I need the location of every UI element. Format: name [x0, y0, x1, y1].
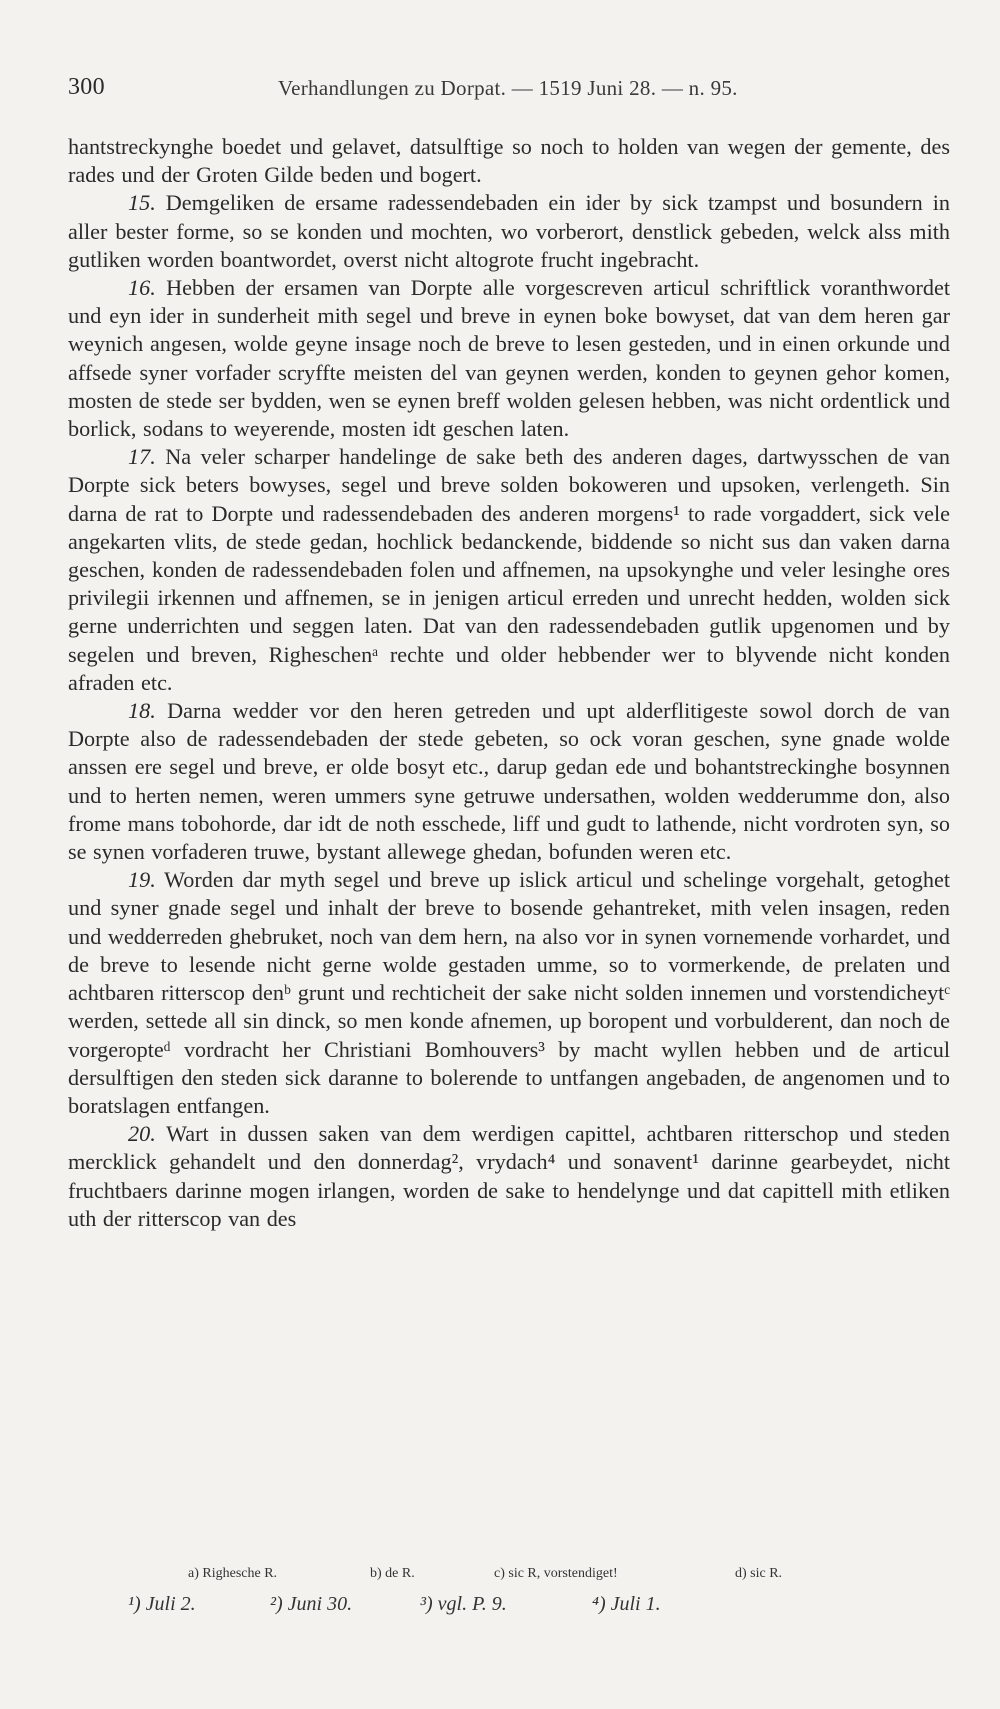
note-c: c) sic R, vorstendiget!	[494, 1566, 618, 1581]
main-text	[68, 133, 950, 1233]
paragraph-15	[68, 189, 950, 274]
paragraph-text: hantstreckynghe boedet und gelavet, datsulftige so noch to holden van wegen der gemente, des rades und der Groten Gilde beden und bogert.	[68, 134, 950, 188]
paragraph-text: Demgeliken de ersame radessendebaden ein ider by sick tzampst und bosundern in aller bester forme, so se konden und mochten, wo vorberort, denstlick gebeden, welck alss mith gutliken worden boantwordet, overst nicht altogrote frucht ingebracht.	[68, 190, 951, 272]
paragraph-number: 17.	[128, 444, 156, 470]
paragraph-text: Wart in dussen saken van dem werdigen capittel, achtbaren ritterschop und steden mercklick gehandelt und den donnerdag², vrydach⁴ und sonavent¹ darinne gearbeydet, nicht fruchtbaers darinne mogen irlangen, worden de sake to hendelynge und dat capittell mith etliken uth der ritterscop van des	[68, 1121, 950, 1231]
paragraph-17	[68, 443, 950, 697]
page-number: 300	[68, 74, 105, 100]
paragraph-text: Na veler scharper handelinge de sake beth des anderen dages, dartwysschen de van Dorpte sick beters bowyses, segel und breve solden bokoweren und upsoken, verlengeth. Sin darna de rat to Dorpte und radessendebaden des anderen morgens¹ to rade vorgaddert, sick vele angekarten vlits, de stede gedan, hochlick bedanckende, biddende so nicht sus dan vaken darna geschen, konden de radessendebaden folen und affnemen, na upsokynghe und veler lesinghe ores privilegii irkennen und affnemen, se in jenigen articul erreden und unrecht hedden, wolden sick gerne underrichten und seggen laten. Dat van den radessendebaden gutlik upgenomen und by segelen und breven, Righeschenᵃ rechte und older hebbender wer to blyvende nicht konden afraden etc.	[68, 444, 951, 695]
paragraph-19	[68, 866, 950, 1120]
note-d: d) sic R.	[735, 1566, 783, 1581]
paragraph-number: 16.	[128, 275, 156, 301]
paragraph-18	[68, 697, 950, 866]
paragraph-number: 18.	[128, 698, 156, 724]
paragraph-20	[68, 1120, 950, 1233]
note-b: b) de R.	[370, 1566, 415, 1581]
paragraph-text: Worden dar myth segel und breve up islick articul und schelinge vorgehalt, getoghet und syner gnade segel und inhalt der breve to bosende gehantreket, mith velen insagen, reden und wedderreden ghebruket, noch van dem hern, na also vor in synen vornemende vorhardet, und de breve to lesende nicht gerne wolde gestaden umme, so to vormerkende, de prelaten und achtbaren ritterscop denᵇ grunt und rechticheit der sake nicht solden innemen und vorstendicheytᶜ werden, settede all sin dinck, so men konde afnemen, up boropent und vorbulderent, dan noch de vorgeropteᵈ vordracht her Christiani Bomhouvers³ by macht wyllen hebben und de articul dersulftigen den steden sick daranne to bolerende to untfangen angebaden, de angenomen und to boratslagen entfangen.	[68, 867, 950, 1118]
paragraph-intro	[68, 133, 950, 189]
running-title: Verhandlungen zu Dorpat. — 1519 Juni 28. — n. 95.	[278, 76, 738, 100]
paragraph-text: Darna wedder vor den heren getreden und upt alderflitigeste sowol dorch de van Dorpte also de radessendebaden der stede gebeten, so ock voran geschen, syne gnade wolde anssen ere segel und breve, er olde bosyt etc., darup gedan ede und bohantstreckinghe bosynnen und to herten nemen, weren ummers syne getruwe undersathen, wolden wedderumme don, also frome mans tobohorde, dar idt de noth esschede, liff und gudt to lathende, nicht vordroten syn, so se synen vorfaderen truwe, bystant allewege ghedan, bofunden weren etc.	[68, 698, 951, 865]
paragraph-number: 19.	[128, 867, 156, 893]
footnote-1: ¹) Juli 2.	[128, 1593, 196, 1615]
footnote-4: ⁴) Juli 1.	[592, 1593, 661, 1615]
footnote-3: ³) vgl. P. 9.	[420, 1593, 507, 1615]
paragraph-text: Hebben der ersamen van Dorpte alle vorgescreven articul schriftlick voranthwordet und eyn ider in sunderheit mith segel und breve in eynen boke bowyset, dat van dem heren gar weynich angesen, wolde geyne insage noch de breve to lesen gesteden, und in einen orkunde und affsede syner vorfader scryffte meisten del van geynen werden, konden to geynen gehor komen, mosten de stede ser bydden, wen se eynen breff wolden gelesen hebben, was nicht ordentlick und borlick, sodans to weyerende, mosten idt geschen laten.	[68, 275, 951, 442]
paragraph-number: 20.	[128, 1121, 156, 1147]
paragraph-number: 15.	[128, 190, 156, 216]
footnote-2: ²) Juni 30.	[270, 1593, 353, 1615]
note-a: a) Righesche R.	[188, 1566, 278, 1581]
paragraph-16	[68, 274, 950, 443]
